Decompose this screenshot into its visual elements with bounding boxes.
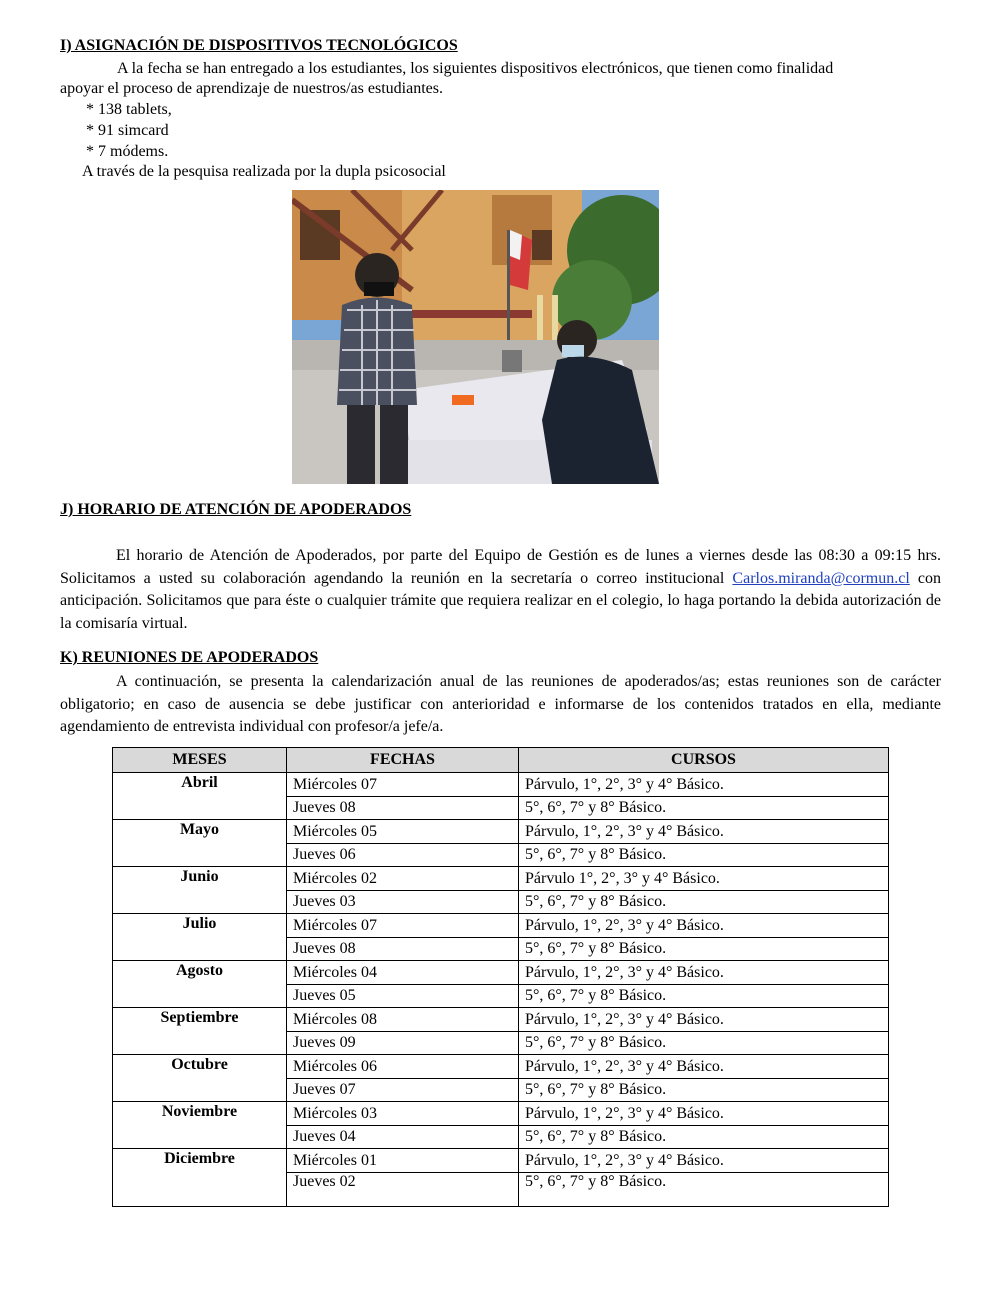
- month-cell: Junio: [113, 867, 287, 914]
- table-row: [113, 820, 889, 844]
- header-fechas: FECHAS: [287, 748, 519, 773]
- month-cell: Mayo: [113, 820, 287, 867]
- section-j-text-before-link: El horario de Atención de Apoderados, por parte del Equipo de Gestión es de lunes a viernes desde las 08:30 a 09:15 hrs. Solicitamos a usted su colaboración agendando la reunión en la secretaría o correo institucional: [60, 547, 941, 587]
- section-j-paragraph: [60, 545, 941, 635]
- month-cell: Septiembre: [113, 1008, 287, 1055]
- section-k-text: A continuación, se presenta la calendarización anual de las reuniones de apoderados/as; estas reuniones son de carácter obligatorio; en caso de ausencia se debe justificar con anterioridad e informarse de los contenidos tratados en ella, mediante agendamiento de entrevista individual con profesor/a jefe/a.: [60, 673, 941, 735]
- month-cell: Diciembre: [113, 1149, 287, 1207]
- date-cell: Miércoles 05: [287, 820, 519, 844]
- courses-cell: 5°, 6°, 7° y 8° Básico.: [519, 844, 889, 867]
- courses-cell: Párvulo, 1°, 2°, 3° y 4° Básico.: [519, 1149, 889, 1173]
- section-i-intro-line2: apoyar el proceso de aprendizaje de nuestros/as estudiantes.: [60, 80, 443, 97]
- date-cell: Miércoles 03: [287, 1102, 519, 1126]
- date-cell: Jueves 06: [287, 844, 519, 867]
- date-cell: Jueves 02: [287, 1173, 519, 1207]
- courses-cell: 5°, 6°, 7° y 8° Básico.: [519, 797, 889, 820]
- date-cell: Jueves 07: [287, 1079, 519, 1102]
- date-cell: Miércoles 07: [287, 914, 519, 938]
- device-item-tablets: * 138 tablets,: [86, 101, 172, 118]
- table-body: [113, 773, 889, 1207]
- section-i-title: I) ASIGNACIÓN DE DISPOSITIVOS TECNOLÓGICOS: [60, 37, 458, 54]
- date-cell: Jueves 08: [287, 797, 519, 820]
- courses-cell: 5°, 6°, 7° y 8° Básico.: [519, 891, 889, 914]
- email-link[interactable]: Carlos.miranda@cormun.cl: [732, 569, 910, 587]
- table-row: [113, 914, 889, 938]
- month-cell: Agosto: [113, 961, 287, 1008]
- month-cell: Abril: [113, 773, 287, 820]
- table-row: [113, 961, 889, 985]
- section-j-text-after-link: con anticipación. Solicitamos que para éste o cualquier trámite que requiera realizar en el colegio, lo haga portando la debida autorización de la comisaría virtual.: [60, 569, 941, 632]
- date-cell: Jueves 09: [287, 1032, 519, 1055]
- table-row: [113, 1008, 889, 1032]
- device-item-simcard: * 91 simcard: [86, 122, 169, 139]
- section-i-note: A través de la pesquisa realizada por la dupla psicosocial: [82, 163, 446, 180]
- date-cell: Miércoles 02: [287, 867, 519, 891]
- date-cell: Miércoles 08: [287, 1008, 519, 1032]
- date-cell: Miércoles 04: [287, 961, 519, 985]
- table-row: [113, 1149, 889, 1173]
- courses-cell: Párvulo, 1°, 2°, 3° y 4° Básico.: [519, 1102, 889, 1126]
- header-cursos: CURSOS: [519, 748, 889, 773]
- table-row: [113, 773, 889, 797]
- section-j-title: J) HORARIO DE ATENCIÓN DE APODERADOS: [60, 501, 412, 518]
- section-i-intro-line1: A la fecha se han entregado a los estudiantes, los siguientes dispositivos electrónicos, que tienen como finalidad: [117, 60, 834, 77]
- table-row: [113, 1055, 889, 1079]
- courses-cell: Párvulo 1°, 2°, 3° y 4° Básico.: [519, 867, 889, 891]
- courses-cell: 5°, 6°, 7° y 8° Básico.: [519, 1126, 889, 1149]
- meetings-table: [112, 747, 889, 1207]
- courses-cell: Párvulo, 1°, 2°, 3° y 4° Básico.: [519, 961, 889, 985]
- month-cell: Noviembre: [113, 1102, 287, 1149]
- table-header-row: [113, 748, 889, 773]
- date-cell: Jueves 04: [287, 1126, 519, 1149]
- table-row: [113, 1102, 889, 1126]
- date-cell: Jueves 08: [287, 938, 519, 961]
- table-row: [113, 867, 889, 891]
- date-cell: Miércoles 06: [287, 1055, 519, 1079]
- delivery-photo: [292, 190, 659, 484]
- device-item-modems: * 7 módems.: [86, 143, 169, 160]
- courses-cell: 5°, 6°, 7° y 8° Básico.: [519, 1032, 889, 1055]
- courses-cell: Párvulo, 1°, 2°, 3° y 4° Básico.: [519, 820, 889, 844]
- date-cell: Jueves 03: [287, 891, 519, 914]
- section-k-title: K) REUNIONES DE APODERADOS: [60, 649, 319, 666]
- courses-cell: 5°, 6°, 7° y 8° Básico.: [519, 938, 889, 961]
- courses-cell: 5°, 6°, 7° y 8° Básico.: [519, 1173, 889, 1207]
- courses-cell: 5°, 6°, 7° y 8° Básico.: [519, 985, 889, 1008]
- month-cell: Julio: [113, 914, 287, 961]
- courses-cell: Párvulo, 1°, 2°, 3° y 4° Básico.: [519, 1008, 889, 1032]
- courses-cell: 5°, 6°, 7° y 8° Básico.: [519, 1079, 889, 1102]
- header-meses: MESES: [113, 748, 287, 773]
- date-cell: Miércoles 01: [287, 1149, 519, 1173]
- courses-cell: Párvulo, 1°, 2°, 3° y 4° Básico.: [519, 773, 889, 797]
- month-cell: Octubre: [113, 1055, 287, 1102]
- courses-cell: Párvulo, 1°, 2°, 3° y 4° Básico.: [519, 1055, 889, 1079]
- date-cell: Miércoles 07: [287, 773, 519, 797]
- section-k-paragraph: [60, 671, 941, 739]
- date-cell: Jueves 05: [287, 985, 519, 1008]
- courses-cell: Párvulo, 1°, 2°, 3° y 4° Básico.: [519, 914, 889, 938]
